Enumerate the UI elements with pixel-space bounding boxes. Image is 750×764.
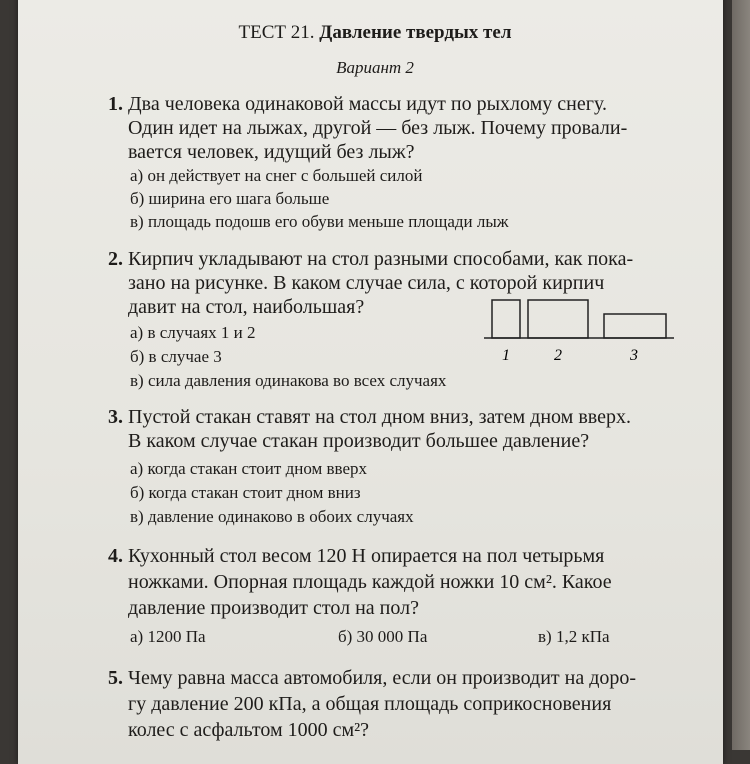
q5-line-2: гу давление 200 кПа, а общая площадь соприкосновения	[128, 693, 612, 715]
q4-line-3: давление производит стол на пол?	[128, 597, 419, 619]
q1-line-2: Один идет на лыжах, другой — без лыж. Почему провали-	[128, 117, 628, 139]
q1-option-a: а) он действует на снег с большей силой	[130, 166, 423, 185]
question-number: 5.	[108, 667, 123, 689]
q3-line-1: Пустой стакан ставят на стол дном вниз, затем дном вверх.	[128, 406, 631, 428]
bricks-figure	[480, 292, 680, 367]
q5-line-1: Чему равна масса автомобиля, если он производит на доро-	[128, 667, 637, 689]
variant-label: Вариант 2	[336, 58, 414, 77]
q2-line-2: зано на рисунке. В каком случае сила, с которой кирпич	[128, 272, 605, 294]
title-prefix: ТЕСТ 21.	[238, 22, 315, 43]
question-number: 3.	[108, 406, 123, 428]
brick-3	[604, 314, 666, 338]
title-topic: Давление твердых тел	[319, 22, 512, 43]
q2-option-b: б) в случае 3	[130, 347, 222, 366]
question-number: 1.	[108, 93, 123, 115]
q1-option-b: б) ширина его шага больше	[130, 189, 330, 208]
q4-option-a: а) 1200 Па	[130, 627, 206, 646]
question-number: 4.	[108, 545, 123, 567]
figure-label-2: 2	[554, 347, 562, 364]
q3-line-2: В каком случае стакан производит большее давление?	[128, 430, 590, 452]
test-title	[0, 22, 750, 44]
q3-option-c: в) давление одинаково в обоих случаях	[130, 507, 414, 526]
figure-label-3: 3	[630, 347, 638, 364]
q2-option-c: в) сила давления одинакова во всех случаях	[130, 371, 447, 390]
brick-1	[492, 300, 520, 338]
q4-line-2: ножками. Опорная площадь каждой ножки 10 см². Какое	[128, 571, 612, 593]
q4-option-c: в) 1,2 кПа	[538, 627, 610, 646]
brick-2	[528, 300, 588, 338]
q2-option-a: а) в случаях 1 и 2	[130, 323, 256, 342]
q3-option-a: а) когда стакан стоит дном вверх	[130, 459, 368, 478]
q2-line-1: Кирпич укладывают на стол разными способами, как пока-	[128, 248, 634, 270]
q2-line-3: давит на стол, наибольшая?	[128, 296, 365, 318]
q4-line-1: Кухонный стол весом 120 Н опирается на пол четырьмя	[128, 545, 605, 567]
q5-line-3: колес с асфальтом 1000 см²?	[128, 719, 370, 741]
figure-label-1: 1	[502, 347, 510, 364]
q1-line-3: вается человек, идущий без лыж?	[128, 141, 415, 163]
question-number: 2.	[108, 248, 123, 270]
q1-option-c: в) площадь подошв его обуви меньше площади лыж	[130, 212, 509, 231]
q3-option-b: б) когда стакан стоит дном вниз	[130, 483, 361, 502]
page-edge	[732, 0, 750, 750]
q4-option-b: б) 30 000 Па	[338, 627, 428, 646]
q1-line-1: Два человека одинаковой массы идут по рыхлому снегу.	[128, 93, 607, 115]
